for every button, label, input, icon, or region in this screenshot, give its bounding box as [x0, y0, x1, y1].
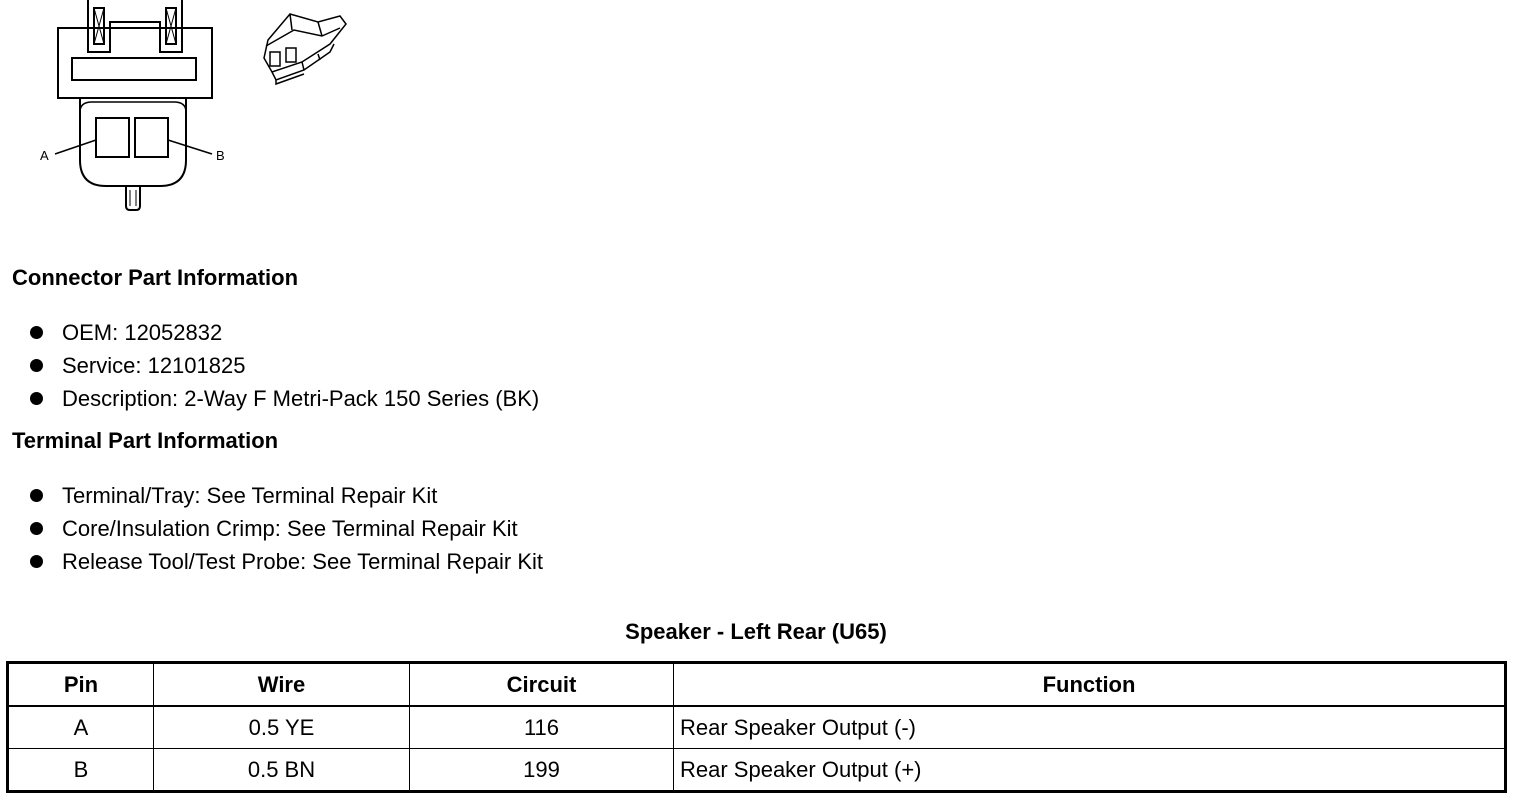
table-row	[8, 749, 1506, 792]
connector-part-heading: Connector Part Information	[12, 265, 299, 290]
table-caption: Speaker - Left Rear (U65)	[625, 619, 887, 644]
cell-function: Rear Speaker Output (-)	[674, 706, 1506, 749]
list-item-text: OEM: 12052832	[62, 320, 223, 345]
list-item-text: Service: 12101825	[62, 353, 246, 378]
list-item-text: Release Tool/Test Probe: See Terminal Repair Kit	[62, 549, 543, 574]
connector-face-diagram	[20, 0, 360, 215]
list-item	[28, 349, 539, 382]
list-item	[28, 316, 539, 349]
bullet-icon	[30, 522, 43, 535]
terminal-part-list	[28, 479, 543, 578]
list-item	[28, 382, 539, 415]
connector-part-list	[28, 316, 539, 415]
bullet-icon	[30, 359, 43, 372]
list-item-text: Core/Insulation Crimp: See Terminal Repair Kit	[62, 516, 518, 541]
list-item	[28, 545, 543, 578]
table-row	[8, 706, 1506, 749]
list-item-text: Terminal/Tray: See Terminal Repair Kit	[62, 483, 438, 508]
terminal-part-heading: Terminal Part Information	[12, 428, 279, 453]
list-item-text: Description: 2-Way F Metri-Pack 150 Series (BK)	[62, 386, 540, 411]
cell-wire: 0.5 YE	[154, 706, 410, 749]
table-header-row	[8, 663, 1506, 707]
list-item	[28, 512, 543, 545]
cell-circuit: 116	[410, 706, 674, 749]
column-header-pin: Pin	[8, 663, 154, 707]
pin-label-b: B	[216, 148, 225, 163]
cell-pin: B	[8, 749, 154, 792]
bullet-icon	[30, 555, 43, 568]
pinout-table	[6, 661, 1507, 793]
column-header-function: Function	[674, 663, 1506, 707]
column-header-wire: Wire	[154, 663, 410, 707]
cell-function: Rear Speaker Output (+)	[674, 749, 1506, 792]
column-header-circuit: Circuit	[410, 663, 674, 707]
bullet-icon	[30, 489, 43, 502]
cell-pin: A	[8, 706, 154, 749]
list-item	[28, 479, 543, 512]
cell-wire: 0.5 BN	[154, 749, 410, 792]
bullet-icon	[30, 392, 43, 405]
pin-label-a: A	[40, 148, 49, 163]
bullet-icon	[30, 326, 43, 339]
cell-circuit: 199	[410, 749, 674, 792]
